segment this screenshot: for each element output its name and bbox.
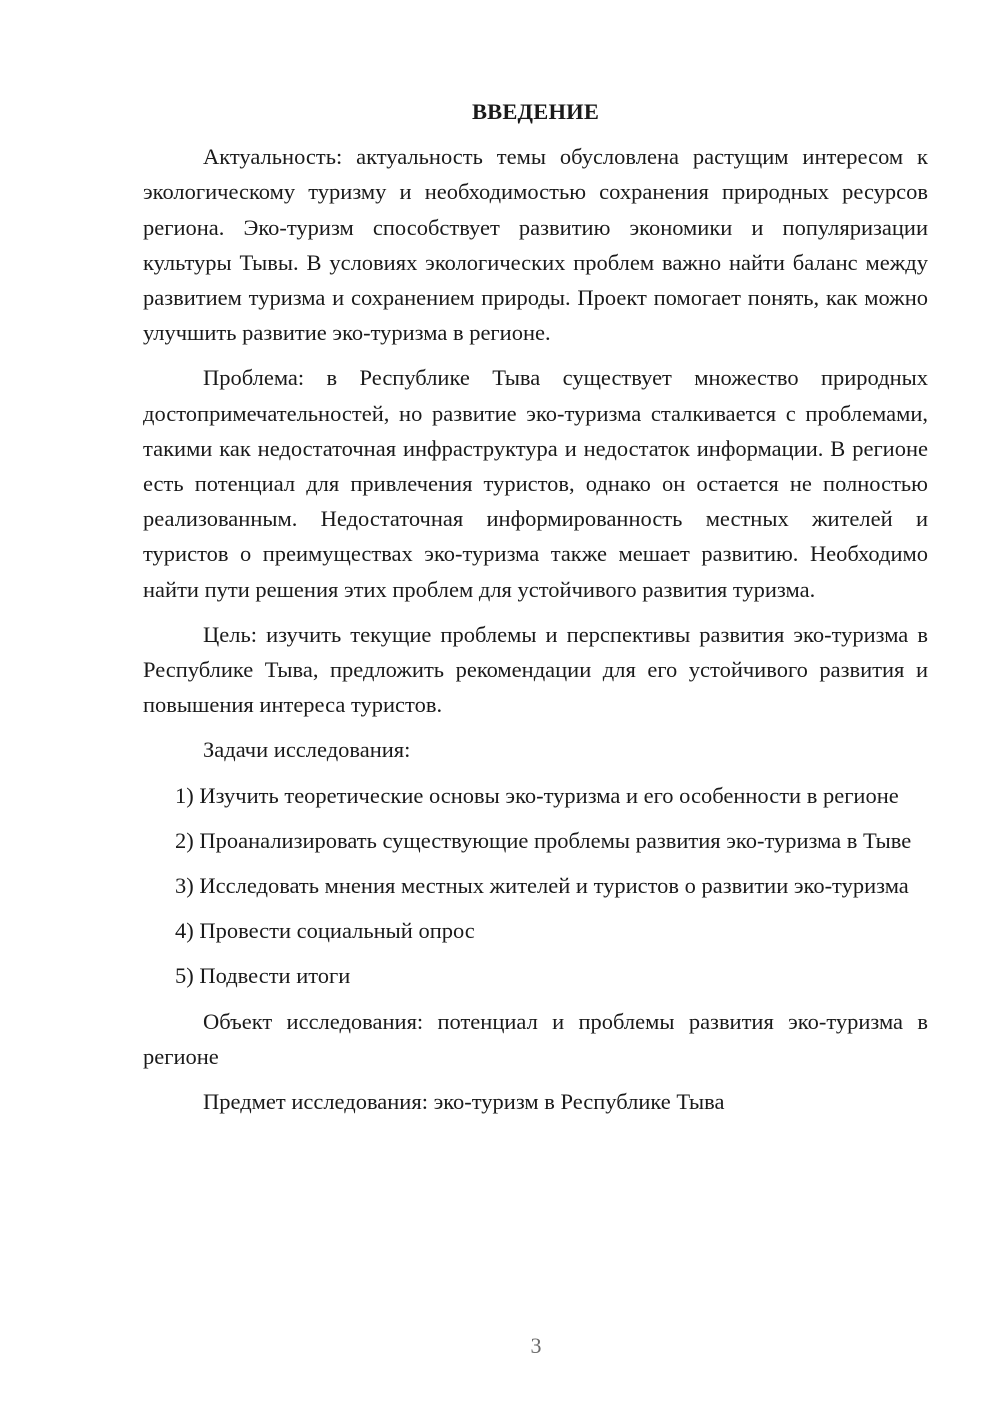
task-item-3: 3) Исследовать мнения местных жителей и туристов о развитии эко-туризма xyxy=(175,873,909,899)
section-title: ВВЕДЕНИЕ xyxy=(471,99,600,124)
goal-paragraph: Цель: изучить текущие проблемы и перспективы развития эко-туризма в Республике Тыва, предложить рекомендации для его устойчивого развития и повышения интереса туристов. xyxy=(143,621,928,718)
task-item-4: 4) Провести социальный опрос xyxy=(175,918,475,944)
task-item-5: 5) Подвести итоги xyxy=(175,963,351,989)
subject-paragraph: Предмет исследования: эко-туризм в Республике Тыва xyxy=(203,1089,725,1115)
relevance-paragraph: Актуальность: актуальность темы обусловлена растущим интересом к экологическому туризму и необходимостью сохранения природных ресурсов региона. Эко-туризм способствует развитию экономики и популяризации культуры Тывы. В условиях экологических проблем важно найти баланс между развитием туризма и сохранением природы. Проект помогает понять, как можно улучшить развитие эко-туризма в регионе. xyxy=(143,144,928,346)
page-number: 3 xyxy=(530,1333,542,1358)
tasks-heading: Задачи исследования: xyxy=(203,737,411,763)
task-item-2: 2) Проанализировать существующие проблемы развития эко-туризма в Тыве xyxy=(175,827,912,853)
task-item-1: 1) Изучить теоретические основы эко-туризма и его особенности в регионе xyxy=(175,782,899,808)
object-paragraph: Объект исследования: потенциал и проблемы развития эко-туризма в регионе xyxy=(143,1008,928,1069)
problem-paragraph: Проблема: в Республике Тыва существует множество природных достопримечательностей, но развитие эко-туризма сталкивается с проблемами, такими как недостаточная инфраструктура и недостаток информации. В регионе есть потенциал для привлечения туристов, однако он остается не полностью реализованным. Недостаточная информированность местных жителей и туристов о преимуществах эко-туризма также мешает развитию. Необходимо найти пути решения этих проблем для устойчивого развития туризма. xyxy=(143,365,928,602)
page-content xyxy=(143,94,928,1129)
tasks-list xyxy=(143,778,928,994)
